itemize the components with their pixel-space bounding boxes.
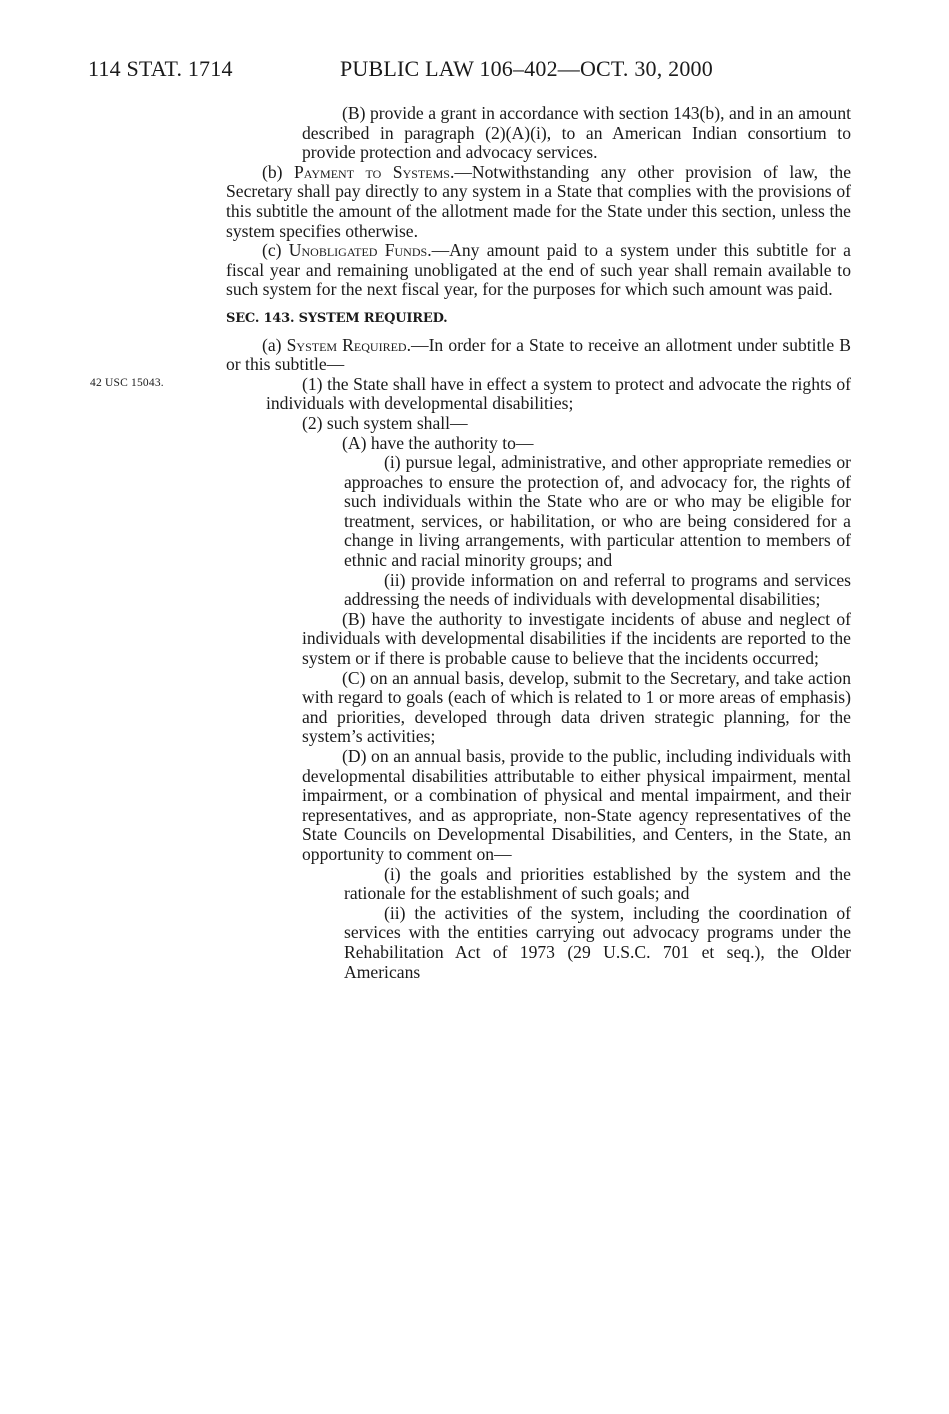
paragraph-label: (b) (262, 161, 295, 182)
paragraph-heading: System Required (286, 334, 407, 355)
paragraph-2d-i: (i) the goals and priorities established by the system and the rationale for the establishment of such goals; and (344, 863, 851, 904)
paragraph-heading: Unobligated Funds (288, 240, 428, 261)
paragraph-payment-to-systems (226, 163, 851, 241)
paragraph-text: .—In order for a State to receive an allotment under subtitle B or this subtitle— (226, 334, 851, 375)
paragraph-label: (a) (262, 334, 287, 355)
paragraph-2a: (A) have the authority to— (342, 432, 534, 453)
paragraph-2a-i: (i) pursue legal, administrative, and other appropriate remedies or approaches to ensure the protection of, and advocacy for, the rights of such individuals within the State who are or who may be eligible for treatment, services, or habilitation, or who are being considered for a change in living arrangements, with particular attention to members of ethnic and racial minority groups; and (344, 452, 851, 571)
paragraph-2b: (B) have the authority to investigate incidents of abuse and neglect of individuals with developmental disabilities if the incidents are reported to the system or if there is probable cause to believe that the incidents occurred; (302, 608, 851, 669)
paragraph-text: .—Any amount paid to a system under this subtitle for a fiscal year and remaining unobligated at the end of such year shall remain available to such system for the next fiscal year, for the purposes for which such amount was paid. (226, 240, 851, 300)
paragraph-label: (c) (262, 240, 289, 261)
paragraph-system-required (226, 336, 851, 375)
paragraph-2: (2) such system shall— (302, 412, 468, 433)
statute-citation: 114 STAT. 1714 (88, 56, 233, 81)
document-body (226, 104, 851, 982)
public-law-title: PUBLIC LAW 106–402—OCT. 30, 2000 (340, 56, 713, 81)
paragraph-2a-ii: (ii) provide information on and referral to programs and services addressing the needs of individuals with developmental disabilities; (344, 569, 851, 610)
paragraph-heading: Payment to Systems (294, 161, 450, 182)
paragraph-2d-ii: (ii) the activities of the system, including the coordination of services with the entities carrying out advocacy programs under the Rehabilitation Act of 1973 (29 U.S.C. 701 et seq.), the Older Americans (344, 902, 851, 982)
page-header (88, 56, 858, 86)
margin-usc-citation: 42 USC 15043. (90, 377, 164, 389)
paragraph-1: (1) the State shall have in effect a system to protect and advocate the rights of individuals with developmental disabilities; (266, 373, 851, 414)
paragraph-b-grant: (B) provide a grant in accordance with section 143(b), and in an amount described in paragraph (2)(A)(i), to an American Indian consortium to provide protection and advocacy services. (302, 103, 851, 163)
paragraph-text: .—Notwithstanding any other provision of law, the Secretary shall pay directly to any system in a State that complies with the provisions of this subtitle the amount of the allotment made for the State under this section, unless the system specifies otherwise. (226, 161, 852, 241)
paragraph-2c: (C) on an annual basis, develop, submit to the Secretary, and take action with regard to goals (each of which is related to 1 or more areas of emphasis) and priorities, developed through data driven strategic planning, for the system’s activities; (302, 667, 851, 747)
paragraph-unobligated-funds (226, 241, 851, 300)
section-heading: SEC. 143. SYSTEM REQUIRED. (226, 310, 448, 326)
paragraph-2d: (D) on an annual basis, provide to the public, including individuals with developmental disabilities attributable to either physical impairment, mental impairment, or a combination of physical and mental impairment, and their representatives, and as appropriate, non-State agency representatives of the State Councils on Developmental Disabilities, and Centers, in the State, an opportunity to comment on— (302, 746, 851, 864)
